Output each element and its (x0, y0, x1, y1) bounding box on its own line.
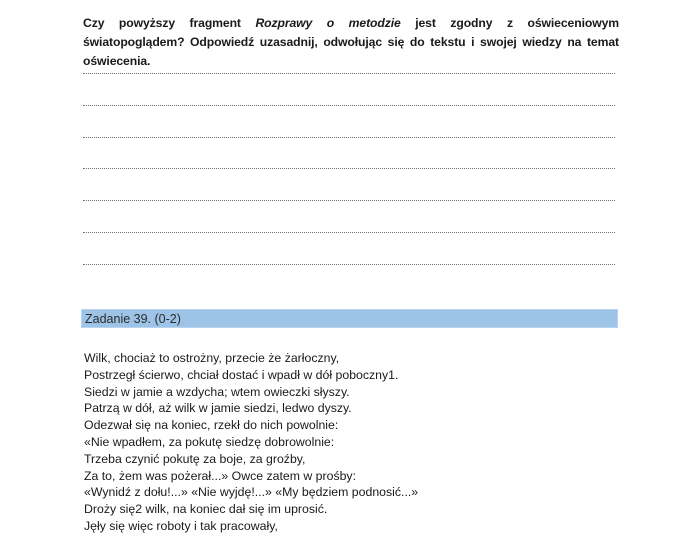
answer-line-7[interactable] (83, 264, 615, 265)
poem-line: Patrzą w dół, aż wilk w jamie siedzi, ledwo dyszy. (84, 401, 352, 416)
poem-line: Za to, żem was pożerał...» Owce zatem w prośby: (84, 468, 356, 483)
poem-line: Postrzegł ścierwo, chciał dostać i wpadł w dół poboczny1. (84, 367, 399, 382)
work-title: Rozprawy o metodzie (255, 16, 401, 30)
poem-line: Jęły się więc roboty i tak pracowały, (84, 518, 278, 533)
task-header-bar (81, 309, 618, 328)
task-label: Zadanie 39. (0-2) (85, 312, 181, 326)
answer-line-6[interactable] (83, 232, 615, 233)
answer-line-4[interactable] (83, 168, 615, 169)
poem-line: Wilk, chociaż to ostrożny, przecie że żarłoczny, (84, 351, 340, 365)
poem-line: Trzeba czynić pokutę za boje, za groźby, (84, 451, 306, 466)
question-text (83, 14, 619, 71)
answer-line-2[interactable] (83, 105, 615, 106)
question-text-after: jest zgodny z oświeceniowym światopoglądem? Odpowiedź uzasadnij, odwołując się do tekstu i swojej wiedzy na temat oświecenia. (83, 16, 619, 68)
answer-line-1[interactable] (83, 73, 615, 74)
poem-excerpt (84, 350, 604, 535)
poem-line: Siedzi w jamie a wzdycha; wtem owieczki słyszy. (84, 384, 350, 399)
answer-line-3[interactable] (83, 137, 615, 138)
poem-line: Odezwał się na koniec, rzekł do nich powolnie: (84, 418, 339, 433)
question-text-before: Czy powyższy fragment (83, 16, 256, 30)
poem-line: «Wynidź z dołu!...» «Nie wyjdę!...» «My będziem podnosić...» (84, 485, 419, 500)
answer-line-5[interactable] (83, 200, 615, 201)
poem-line: «Nie wpadłem, za pokutę siedzę dobrowolnie: (84, 434, 335, 449)
poem-line: Droży się2 wilk, na koniec dał się im uprosić. (84, 502, 328, 517)
